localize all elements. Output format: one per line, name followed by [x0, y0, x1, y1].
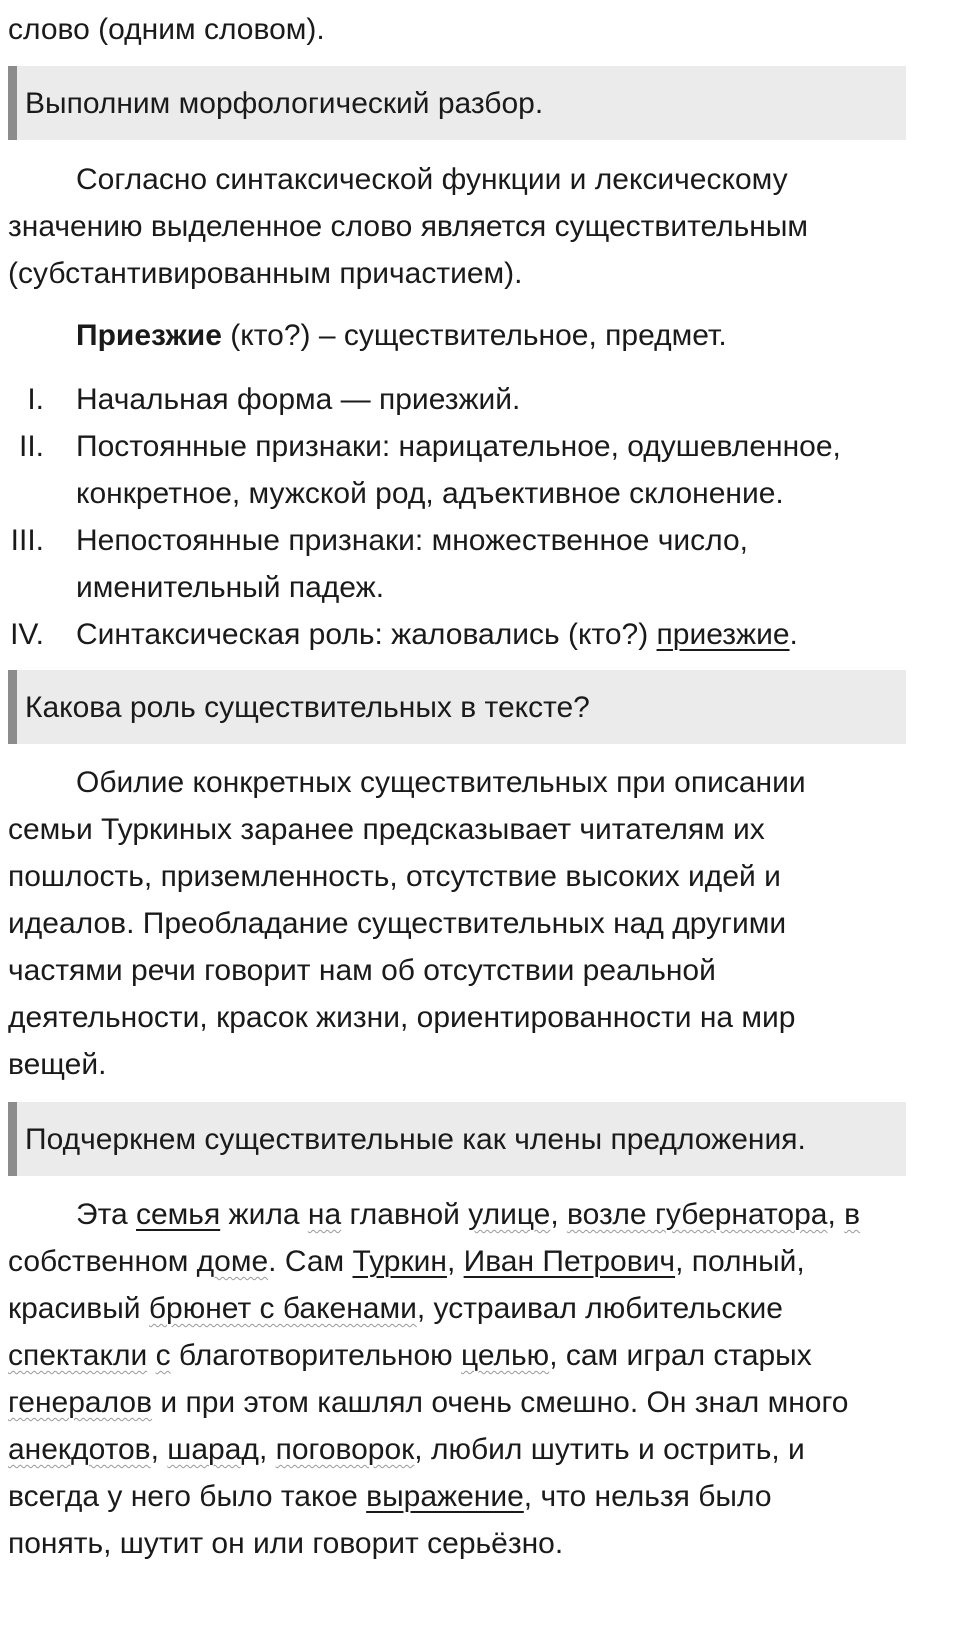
section-heading-members: [8, 1102, 906, 1176]
member-underline: брюнет с бакенами: [148, 1292, 417, 1325]
paragraph-line: деятельности, красок жизни, ориентированности на мир: [8, 1001, 796, 1034]
paragraph-line: [8, 1477, 772, 1517]
plain-text: [147, 1339, 155, 1372]
member-underline: шарад: [167, 1433, 259, 1466]
member-underline: целью: [461, 1339, 550, 1372]
plain-text: красивый: [8, 1292, 149, 1325]
plain-text: , что нельзя было: [523, 1480, 772, 1513]
plain-text: ,: [258, 1433, 276, 1466]
heading-text: Подчеркнем существительные как члены предложения.: [25, 1123, 806, 1156]
member-underline: с: [155, 1339, 171, 1372]
subject-underline: Иван Петрович: [463, 1245, 676, 1278]
paragraph-line: [8, 1242, 805, 1282]
paragraph-line: [8, 1430, 805, 1470]
list-item-line: Непостоянные признаки: множественное число,: [76, 524, 748, 557]
member-underline: возле губернатора: [567, 1198, 828, 1231]
list-item-line: Начальная форма — приезжий.: [76, 383, 521, 416]
list-number: I.: [27, 383, 44, 416]
member-underline: поговорок: [275, 1433, 415, 1466]
paragraph-line: идеалов. Преобладание существительных над другими: [8, 907, 787, 940]
plain-text: , любил шутить и острить, и: [414, 1433, 805, 1466]
underlined-word: приезжие: [656, 618, 790, 651]
paragraph-line: Согласно синтаксической функции и лексическому: [76, 163, 788, 196]
plain-text: Эта: [76, 1198, 136, 1231]
member-underline: в: [844, 1198, 861, 1231]
paragraph-line: Обилие конкретных существительных при описании: [76, 766, 806, 799]
paragraph-line: [8, 1289, 783, 1329]
paragraph-line: вещей.: [8, 1048, 107, 1081]
paragraph-line: значению выделенное слово является существительным: [8, 210, 809, 243]
subject-underline: Туркин: [352, 1245, 447, 1278]
paragraph-line: (субстантивированным причастием).: [8, 257, 523, 290]
paragraph-line: [8, 1524, 563, 1564]
member-underline: генералов: [8, 1386, 153, 1419]
member-underline: доме: [196, 1245, 269, 1278]
list-item-line: [76, 615, 798, 655]
list-number: III.: [10, 524, 44, 557]
list-item-text: .: [789, 618, 798, 651]
plain-text: , устраивал любительские: [416, 1292, 783, 1325]
list-item-line: именительный падеж.: [76, 571, 385, 604]
section-heading-role: [8, 670, 906, 744]
plain-text: ,: [446, 1245, 464, 1278]
plain-text: , полный,: [675, 1245, 805, 1278]
list-number: IV.: [10, 618, 44, 651]
plain-text: и при этом кашлял очень смешно. Он знал много: [152, 1386, 849, 1419]
paragraph-line: пошлость, приземленность, отсутствие высоких идей и: [8, 860, 781, 893]
analysed-word-note: (кто?) – существительное, предмет.: [221, 319, 727, 352]
analysed-word: Приезжие: [76, 319, 222, 352]
plain-text: жила: [220, 1198, 308, 1231]
list-number: II.: [18, 430, 44, 463]
paragraph-line: [76, 1195, 860, 1235]
plain-text: . Сам: [268, 1245, 353, 1278]
plain-text: главной: [341, 1198, 469, 1231]
analysis-subject-line: [76, 316, 727, 356]
top-line: слово (одним словом).: [8, 13, 325, 46]
paragraph-line: частями речи говорит нам об отсутствии реальной: [8, 954, 716, 987]
plain-text: ,: [550, 1198, 568, 1231]
section-heading-morphology: [8, 66, 906, 140]
plain-text: , сам играл старых: [549, 1339, 812, 1372]
heading-text: Какова роль существительных в тексте?: [25, 691, 590, 724]
paragraph-line: [8, 1336, 812, 1376]
paragraph-line: семьи Туркиных заранее предсказывает читателям их: [8, 813, 765, 846]
plain-text: понять, шутит он или говорит серьёзно.: [8, 1527, 564, 1560]
member-underline: спектакли: [8, 1339, 148, 1372]
plain-text: всегда у него было такое: [8, 1480, 367, 1513]
member-underline: анекдотов: [8, 1433, 151, 1466]
plain-text: благотворительною: [170, 1339, 462, 1372]
list-item-line: Постоянные признаки: нарицательное, одушевленное,: [76, 430, 841, 463]
heading-text: Выполним морфологический разбор.: [25, 87, 544, 120]
member-underline: на: [307, 1198, 342, 1231]
subject-underline: семья: [136, 1198, 221, 1231]
plain-text: ,: [827, 1198, 845, 1231]
list-item-line: конкретное, мужской род, адъективное склонение.: [76, 477, 784, 510]
subject-underline: выражение: [366, 1480, 524, 1513]
plain-text: ,: [150, 1433, 168, 1466]
plain-text: собственном: [8, 1245, 197, 1278]
list-item-text: Синтаксическая роль: жаловались (кто?): [76, 618, 657, 651]
member-underline: улице: [468, 1198, 551, 1231]
paragraph-line: [8, 1383, 848, 1423]
